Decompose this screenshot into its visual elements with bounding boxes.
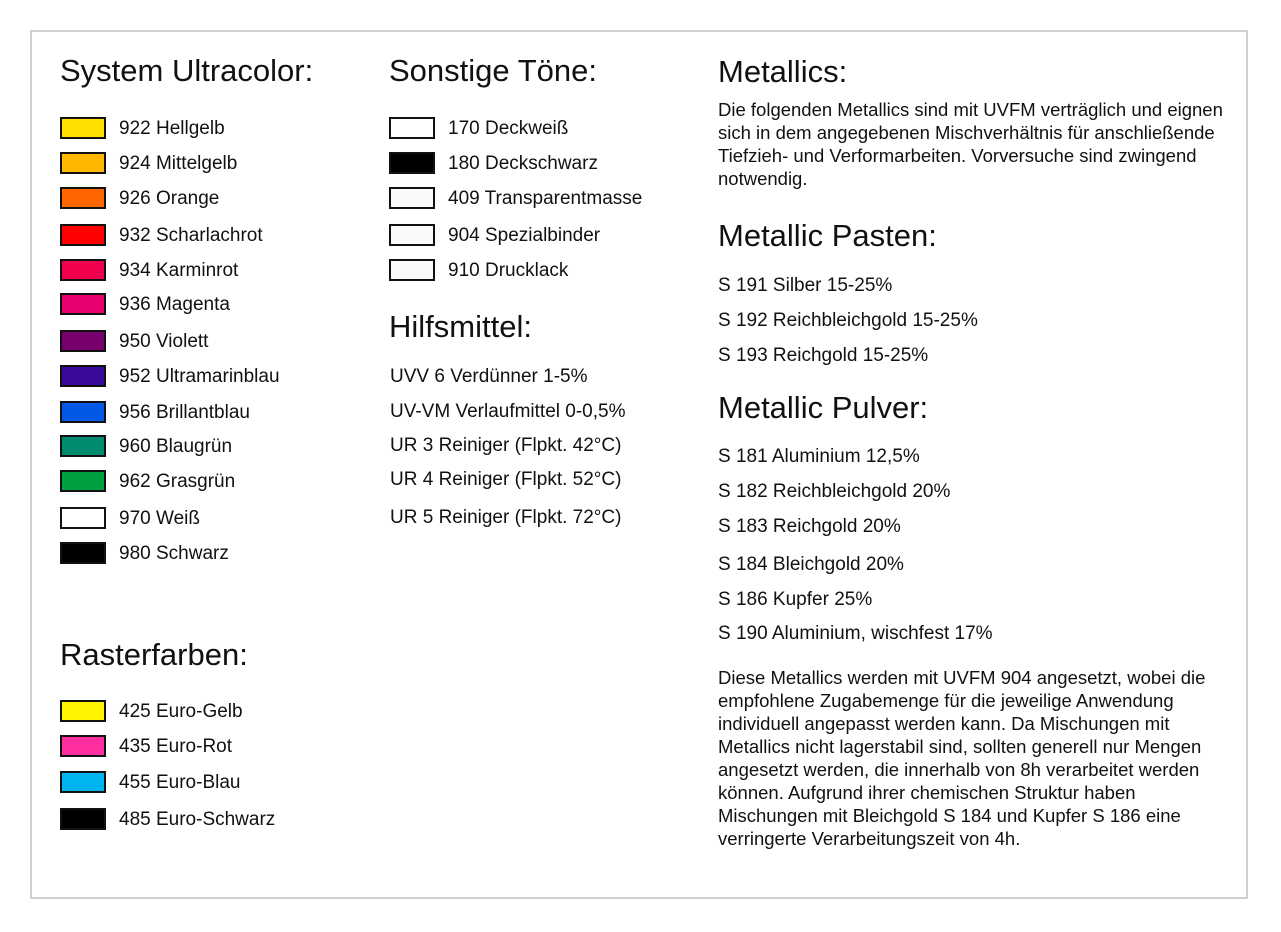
color-swatch <box>60 401 106 423</box>
color-row <box>60 222 263 248</box>
color-row <box>60 257 238 283</box>
color-swatch <box>60 330 106 352</box>
color-swatch <box>60 365 106 387</box>
color-label: 922 Hellgelb <box>119 117 225 139</box>
color-label: 962 Grasgrün <box>119 470 236 492</box>
color-label: 970 Weiß <box>119 507 200 529</box>
metallics-intro: Die folgenden Metallics sind mit UVFM verträglich und eignen sich in dem angegebenen Mischverhältnis für anschließende Tiefzieh- und Verformarbeiten. Vorversuche sind zwingend notwendig. <box>718 99 1223 189</box>
color-swatch <box>60 117 106 139</box>
color-row <box>60 328 208 354</box>
list-item: S 183 Reichgold 20% <box>718 516 901 537</box>
color-label: 170 Deckweiß <box>448 117 569 139</box>
color-label: 952 Ultramarinblau <box>119 365 280 387</box>
color-row <box>60 540 229 566</box>
color-swatch <box>389 152 435 174</box>
color-label: 936 Magenta <box>119 293 230 315</box>
color-row <box>60 185 219 211</box>
color-swatch <box>60 259 106 281</box>
color-row <box>60 806 275 832</box>
list-item: UR 5 Reiniger (Flpkt. 72°C) <box>390 507 622 528</box>
color-row <box>389 115 568 141</box>
color-label: 180 Deckschwarz <box>448 152 598 174</box>
color-row <box>60 733 232 759</box>
list-item: UV-VM Verlaufmittel 0-0,5% <box>390 401 626 422</box>
pasten-heading: Metallic Pasten: <box>718 218 937 253</box>
color-row <box>60 698 243 724</box>
color-row <box>60 505 200 531</box>
color-swatch <box>60 293 106 315</box>
color-row <box>389 222 600 248</box>
list-item: S 192 Reichbleichgold 15-25% <box>718 310 978 331</box>
color-swatch <box>60 470 106 492</box>
color-label: 425 Euro-Gelb <box>119 700 243 722</box>
color-row <box>60 769 240 795</box>
hilfsmittel-heading: Hilfsmittel: <box>389 309 532 344</box>
list-item: S 181 Aluminium 12,5% <box>718 446 920 467</box>
color-label: 485 Euro-Schwarz <box>119 808 276 830</box>
color-row <box>60 150 237 176</box>
color-swatch <box>60 735 106 757</box>
color-label: 455 Euro-Blau <box>119 771 241 793</box>
list-item: UR 3 Reiniger (Flpkt. 42°C) <box>390 435 622 456</box>
color-label: 924 Mittelgelb <box>119 152 238 174</box>
color-label: 956 Brillantblau <box>119 401 250 423</box>
color-label: 435 Euro-Rot <box>119 735 233 757</box>
color-swatch <box>60 542 106 564</box>
color-label: 934 Karminrot <box>119 259 239 281</box>
pulver-heading: Metallic Pulver: <box>718 390 929 425</box>
rasterfarben-heading: Rasterfarben: <box>60 637 248 672</box>
color-swatch <box>389 187 435 209</box>
color-label: 960 Blaugrün <box>119 435 233 457</box>
color-swatch <box>60 435 106 457</box>
color-row <box>389 150 598 176</box>
color-swatch <box>60 808 106 830</box>
color-label: 409 Transparentmasse <box>448 187 643 209</box>
list-item: S 191 Silber 15-25% <box>718 275 893 296</box>
list-item: S 193 Reichgold 15-25% <box>718 345 929 366</box>
color-row <box>60 115 225 141</box>
color-label: 904 Spezialbinder <box>448 224 601 246</box>
color-label: 980 Schwarz <box>119 542 229 564</box>
color-swatch <box>60 507 106 529</box>
color-label: 910 Drucklack <box>448 259 569 281</box>
ultracolor-heading: System Ultracolor: <box>60 53 314 88</box>
metallics-heading: Metallics: <box>718 54 848 89</box>
metallics-footer-note: Diese Metallics werden mit UVFM 904 angesetzt, wobei die empfohlene Zugabemenge für die jeweilige Anwendung individuell angepasst werden kann. Da Mischungen mit Metallics nicht lagerstabil sind, sollten generell nur Mengen angesetzt werden, die innerhalb von 8h verarbeitet werden können. Aufgrund ihrer chemischen Struktur haben Mischungen mit Bleichgold S 184 und Kupfer S 186 eine verringerte Verarbeitungszeit von 4h. <box>718 667 1206 849</box>
color-swatch <box>60 771 106 793</box>
list-item: S 190 Aluminium, wischfest 17% <box>718 623 993 644</box>
color-row <box>60 468 235 494</box>
color-row <box>60 363 280 389</box>
color-row <box>60 433 232 459</box>
list-item: S 182 Reichbleichgold 20% <box>718 481 951 502</box>
color-label: 950 Violett <box>119 330 209 352</box>
color-label: 932 Scharlachrot <box>119 224 263 246</box>
color-label: 926 Orange <box>119 187 220 209</box>
color-swatch <box>60 152 106 174</box>
color-swatch <box>389 224 435 246</box>
color-row <box>60 399 250 425</box>
color-swatch <box>60 224 106 246</box>
color-swatch <box>60 187 106 209</box>
color-row <box>389 185 642 211</box>
list-item: S 184 Bleichgold 20% <box>718 554 904 575</box>
list-item: UR 4 Reiniger (Flpkt. 52°C) <box>390 469 622 490</box>
color-row <box>60 291 230 317</box>
list-item: S 186 Kupfer 25% <box>718 589 873 610</box>
color-swatch <box>389 259 435 281</box>
list-item: UVV 6 Verdünner 1-5% <box>390 366 588 387</box>
color-swatch <box>60 700 106 722</box>
color-row <box>389 257 568 283</box>
sonstige-heading: Sonstige Töne: <box>389 53 597 88</box>
color-swatch <box>389 117 435 139</box>
